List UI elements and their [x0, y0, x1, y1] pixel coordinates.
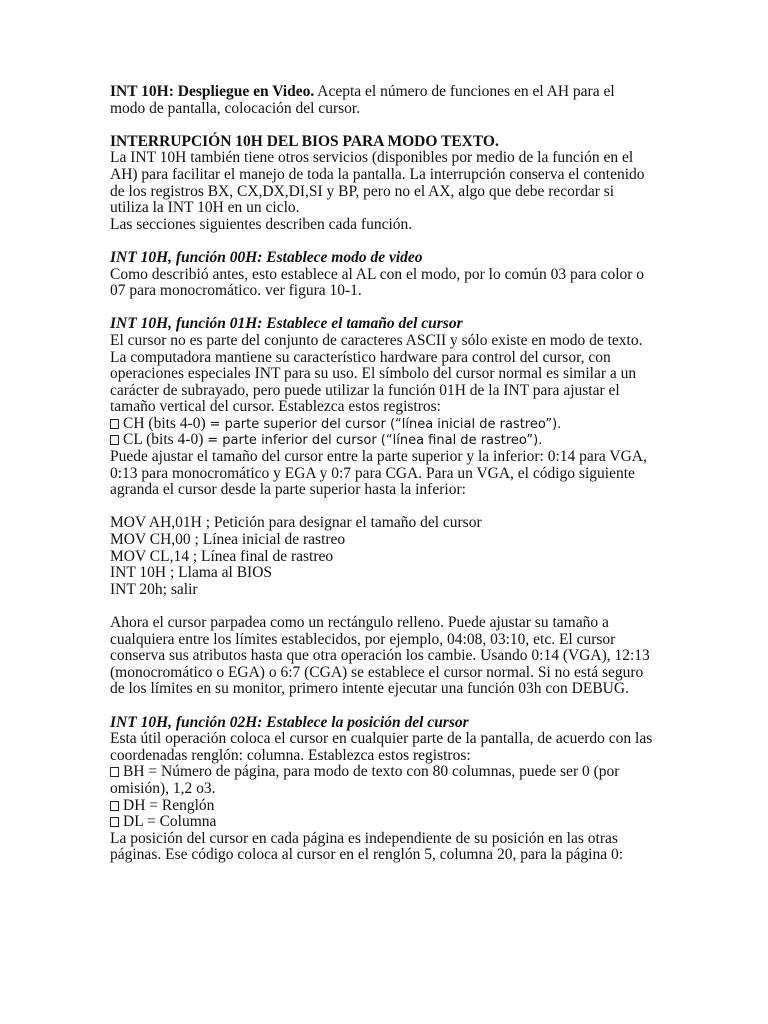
text-run: tamaño vertical del cursor. Establezca estos registros: — [110, 398, 441, 416]
text-line — [110, 781, 670, 798]
text-run: 07 para monocromático. ver figura 10-1. — [110, 282, 362, 300]
text-run: operaciones especiales INT para su uso. El símbolo del cursor normal es similar a un — [110, 365, 637, 383]
text-line — [110, 267, 670, 284]
section-bios-text-mode — [110, 134, 670, 234]
text-run: MOV CL,14 ; Línea final de rastreo — [110, 547, 334, 565]
text-run: modo de pantalla, colocación del cursor. — [110, 99, 361, 117]
paragraph-gap — [110, 499, 670, 516]
bullet-line — [110, 798, 670, 815]
text-line — [110, 167, 670, 184]
text-run: carácter de subrayado, pero puede utilizar la función 01H de la INT para ajustar el — [110, 381, 620, 399]
text-line — [110, 150, 670, 167]
text-line — [110, 383, 670, 400]
paragraph-gap — [110, 233, 670, 250]
text-line — [110, 101, 670, 118]
checkbox-bullet-icon — [110, 419, 119, 429]
text-run: CL (bits 4-0) — [123, 431, 208, 449]
text-run: INT 10H, función 01H: Establece el tamaño del cursor — [110, 315, 463, 333]
text-line — [110, 632, 670, 649]
section-func-02h — [110, 715, 670, 864]
text-run: 0:13 para monocromático y EGA y 0:7 para CGA. Para un VGA, el código siguiente — [110, 464, 635, 482]
text-run: INT 10H, función 00H: Establece modo de video — [110, 248, 423, 266]
checkbox-bullet-icon — [110, 435, 119, 445]
text-run: = parte superior del cursor (“línea inicial de rastreo”). — [209, 416, 562, 432]
bullet-line — [110, 814, 670, 831]
text-run: (monocromático o EGA) o 6:7 (CGA) se establece el cursor normal. Si no está seguro — [110, 663, 644, 681]
text-line — [110, 648, 670, 665]
text-run: INTERRUPCIÓN 10H DEL BIOS PARA MODO TEXTO. — [110, 132, 499, 150]
text-run: = parte inferior del cursor (“línea final de rastreo”). — [207, 433, 543, 449]
text-line — [110, 847, 670, 864]
text-line — [110, 549, 670, 566]
text-run: omisión), 1,2 o3. — [110, 779, 216, 797]
text-run: utiliza la INT 10H en un ciclo. — [110, 199, 300, 217]
text-line — [110, 748, 670, 765]
text-line — [110, 366, 670, 383]
text-run: coordenadas renglón: columna. Establezca estos registros: — [110, 746, 471, 764]
text-run: de los registros BX, CX,DX,DI,SI y BP, pero no el AX, algo que debe recordar si — [110, 182, 615, 200]
text-run: La INT 10H también tiene otros servicios (disponibles por medio de la función en el — [110, 149, 634, 167]
text-line — [110, 333, 670, 350]
text-run: páginas. Ese código coloca al cursor en el renglón 5, columna 20, para la página 0: — [110, 846, 624, 864]
text-line — [110, 200, 670, 217]
text-line — [110, 350, 670, 367]
text-line — [110, 399, 670, 416]
text-run: Puede ajustar el tamaño del cursor entre la parte superior y la inferior: 0:14 para VGA, — [110, 448, 647, 466]
text-line — [110, 466, 670, 483]
text-run: CH (bits 4-0) — [123, 414, 210, 432]
text-line — [110, 665, 670, 682]
text-run: INT 10H: Despliegue en Video. — [110, 83, 315, 100]
text-line — [110, 715, 670, 732]
text-run: conserva sus atributos hasta que otra operación los cambie. Usando 0:14 (VGA), 12:13 — [110, 647, 650, 665]
text-line — [110, 316, 670, 333]
document-page — [110, 84, 670, 864]
text-line — [110, 283, 670, 300]
text-run: La posición del cursor en cada página es independiente de su posición en las otras — [110, 829, 618, 847]
section-func-01h — [110, 316, 670, 499]
paragraph-gap — [110, 698, 670, 715]
text-run: Esta útil operación coloca el cursor en cualquier parte de la pantalla, de acuerdo con las — [110, 730, 653, 748]
text-run: DH = Renglón — [123, 796, 215, 814]
text-run: MOV CH,00 ; Línea inicial de rastreo — [110, 531, 346, 549]
text-line — [110, 582, 670, 599]
text-run: INT 20h; salir — [110, 580, 198, 598]
bullet-line — [110, 416, 670, 433]
checkbox-bullet-icon — [110, 801, 119, 811]
text-line — [110, 532, 670, 549]
section-after-code — [110, 615, 670, 698]
text-line — [110, 615, 670, 632]
text-run: DL = Columna — [123, 813, 217, 831]
bullet-line — [110, 432, 670, 449]
text-run: cualquiera entre los límites establecidos, por ejemplo, 04:08, 03:10, etc. El cursor — [110, 630, 616, 648]
text-line — [110, 681, 670, 698]
text-run: MOV AH,01H ; Petición para designar el tamaño del cursor — [110, 514, 482, 532]
paragraph-gap — [110, 117, 670, 134]
text-run: El cursor no es parte del conjunto de caracteres ASCII y sólo existe en modo de texto. — [110, 331, 643, 349]
text-line — [110, 449, 670, 466]
text-line — [110, 217, 670, 234]
text-line — [110, 134, 670, 151]
text-run: de los límites en su monitor, primero intente ejecutar una función 03h con DEBUG. — [110, 680, 629, 698]
text-run: Las secciones siguientes describen cada función. — [110, 215, 413, 233]
text-run: AH) para facilitar el manejo de toda la pantalla. La interrupción conserva el contenido — [110, 165, 645, 183]
section-func-00h — [110, 250, 670, 300]
bullet-line — [110, 764, 670, 781]
paragraph-gap — [110, 598, 670, 615]
text-run: Ahora el cursor parpadea como un rectángulo relleno. Puede ajustar su tamaño a — [110, 614, 609, 631]
section-code-01h — [110, 515, 670, 598]
text-run: BH = Número de página, para modo de texto con 80 columnas, puede ser 0 (por — [123, 763, 620, 781]
checkbox-bullet-icon — [110, 817, 119, 827]
text-run: La computadora mantiene su característico hardware para control del cursor, con — [110, 348, 611, 366]
text-line — [110, 250, 670, 267]
checkbox-bullet-icon — [110, 767, 119, 777]
text-line — [110, 831, 670, 848]
text-line — [110, 184, 670, 201]
text-line — [110, 482, 670, 499]
text-line — [110, 515, 670, 532]
text-line — [110, 84, 670, 101]
text-line — [110, 731, 670, 748]
text-run: agranda el cursor desde la parte superior hasta la inferior: — [110, 481, 466, 499]
text-run: Como describió antes, esto establece al AL con el modo, por lo común 03 para color o — [110, 265, 645, 283]
paragraph-gap — [110, 300, 670, 317]
section-intro — [110, 84, 670, 117]
text-run: Acepta el número de funciones en el AH para el — [314, 83, 615, 100]
text-line — [110, 565, 670, 582]
text-run: INT 10H ; Llama al BIOS — [110, 564, 273, 582]
text-run: INT 10H, función 02H: Establece la posición del cursor — [110, 713, 469, 731]
